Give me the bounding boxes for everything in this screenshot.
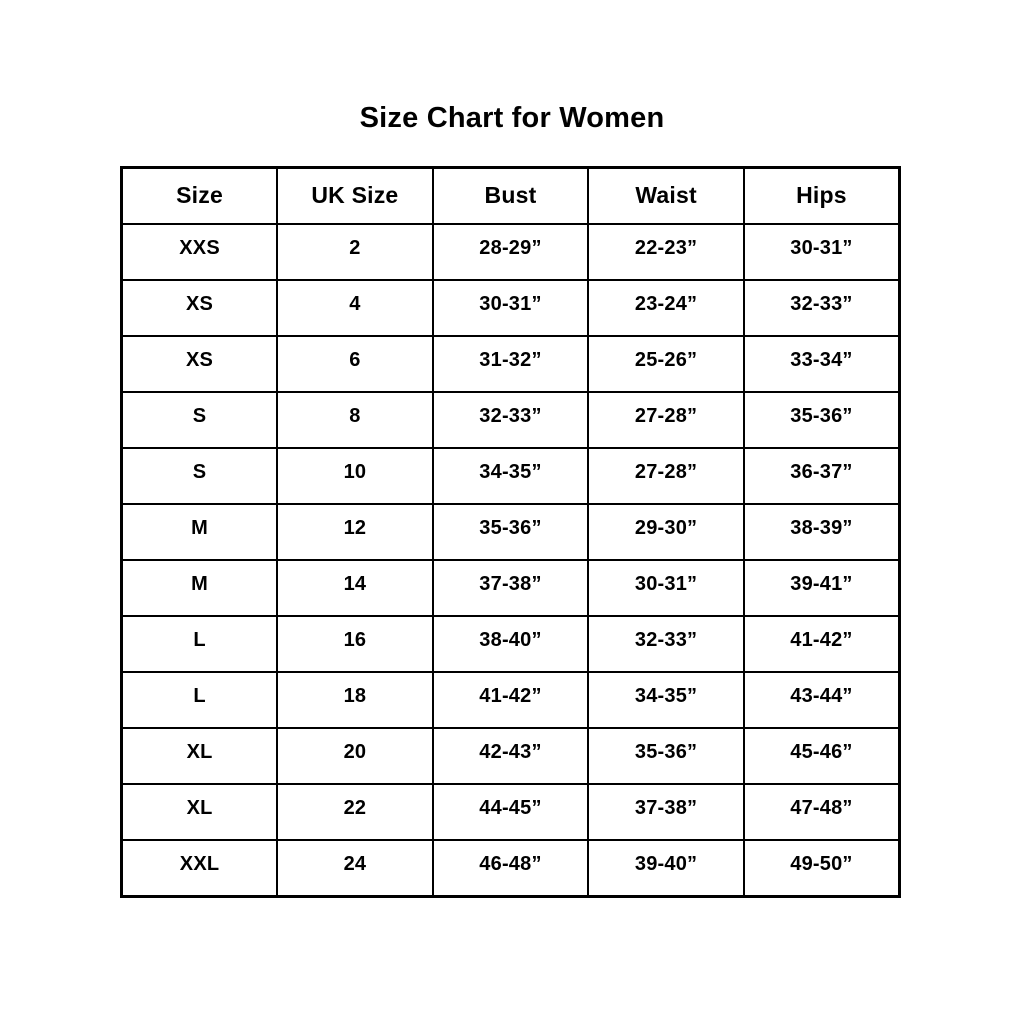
cell-waist: 22-23” (588, 224, 744, 280)
table-row (122, 616, 900, 672)
table-row (122, 336, 900, 392)
cell-waist: 30-31” (588, 560, 744, 616)
cell-waist: 27-28” (588, 448, 744, 504)
table-row (122, 728, 900, 784)
cell-waist: 32-33” (588, 616, 744, 672)
cell-waist: 29-30” (588, 504, 744, 560)
cell-bust: 34-35” (433, 448, 589, 504)
size-chart-table (120, 166, 901, 898)
cell-size: XL (122, 784, 278, 840)
cell-uk-size: 24 (277, 840, 433, 897)
cell-waist: 27-28” (588, 392, 744, 448)
cell-waist: 34-35” (588, 672, 744, 728)
cell-size: L (122, 672, 278, 728)
cell-bust: 42-43” (433, 728, 589, 784)
cell-bust: 31-32” (433, 336, 589, 392)
cell-hips: 30-31” (744, 224, 900, 280)
table-row (122, 280, 900, 336)
cell-bust: 28-29” (433, 224, 589, 280)
cell-size: XXL (122, 840, 278, 897)
cell-bust: 38-40” (433, 616, 589, 672)
table-row (122, 392, 900, 448)
cell-bust: 41-42” (433, 672, 589, 728)
cell-waist: 23-24” (588, 280, 744, 336)
cell-size: XXS (122, 224, 278, 280)
cell-bust: 44-45” (433, 784, 589, 840)
cell-hips: 35-36” (744, 392, 900, 448)
header-row (122, 168, 900, 224)
cell-waist: 25-26” (588, 336, 744, 392)
cell-size: S (122, 392, 278, 448)
cell-hips: 45-46” (744, 728, 900, 784)
page-title: Size Chart for Women (359, 102, 665, 134)
cell-hips: 38-39” (744, 504, 900, 560)
header-cell-waist: Waist (588, 168, 744, 224)
cell-hips: 32-33” (744, 280, 900, 336)
cell-bust: 35-36” (433, 504, 589, 560)
table-row (122, 504, 900, 560)
cell-size: M (122, 504, 278, 560)
cell-size: L (122, 616, 278, 672)
cell-uk-size: 20 (277, 728, 433, 784)
cell-uk-size: 22 (277, 784, 433, 840)
cell-uk-size: 8 (277, 392, 433, 448)
table-row (122, 840, 900, 897)
cell-bust: 32-33” (433, 392, 589, 448)
cell-hips: 36-37” (744, 448, 900, 504)
cell-uk-size: 12 (277, 504, 433, 560)
table-body (122, 224, 900, 897)
cell-uk-size: 14 (277, 560, 433, 616)
cell-size: XL (122, 728, 278, 784)
cell-bust: 46-48” (433, 840, 589, 897)
header-cell-hips: Hips (744, 168, 900, 224)
cell-size: XS (122, 336, 278, 392)
cell-bust: 37-38” (433, 560, 589, 616)
cell-size: M (122, 560, 278, 616)
table-row (122, 784, 900, 840)
cell-waist: 39-40” (588, 840, 744, 897)
header-cell-size: Size (122, 168, 278, 224)
cell-uk-size: 18 (277, 672, 433, 728)
cell-hips: 41-42” (744, 616, 900, 672)
cell-uk-size: 10 (277, 448, 433, 504)
cell-hips: 39-41” (744, 560, 900, 616)
cell-uk-size: 6 (277, 336, 433, 392)
cell-hips: 49-50” (744, 840, 900, 897)
cell-bust: 30-31” (433, 280, 589, 336)
table-header (122, 168, 900, 224)
table-row (122, 672, 900, 728)
cell-uk-size: 4 (277, 280, 433, 336)
cell-hips: 43-44” (744, 672, 900, 728)
cell-size: S (122, 448, 278, 504)
cell-uk-size: 2 (277, 224, 433, 280)
cell-hips: 47-48” (744, 784, 900, 840)
table-row (122, 224, 900, 280)
cell-uk-size: 16 (277, 616, 433, 672)
cell-waist: 37-38” (588, 784, 744, 840)
table-row (122, 448, 900, 504)
header-cell-uk-size: UK Size (277, 168, 433, 224)
cell-waist: 35-36” (588, 728, 744, 784)
cell-hips: 33-34” (744, 336, 900, 392)
cell-size: XS (122, 280, 278, 336)
header-cell-bust: Bust (433, 168, 589, 224)
table-row (122, 560, 900, 616)
